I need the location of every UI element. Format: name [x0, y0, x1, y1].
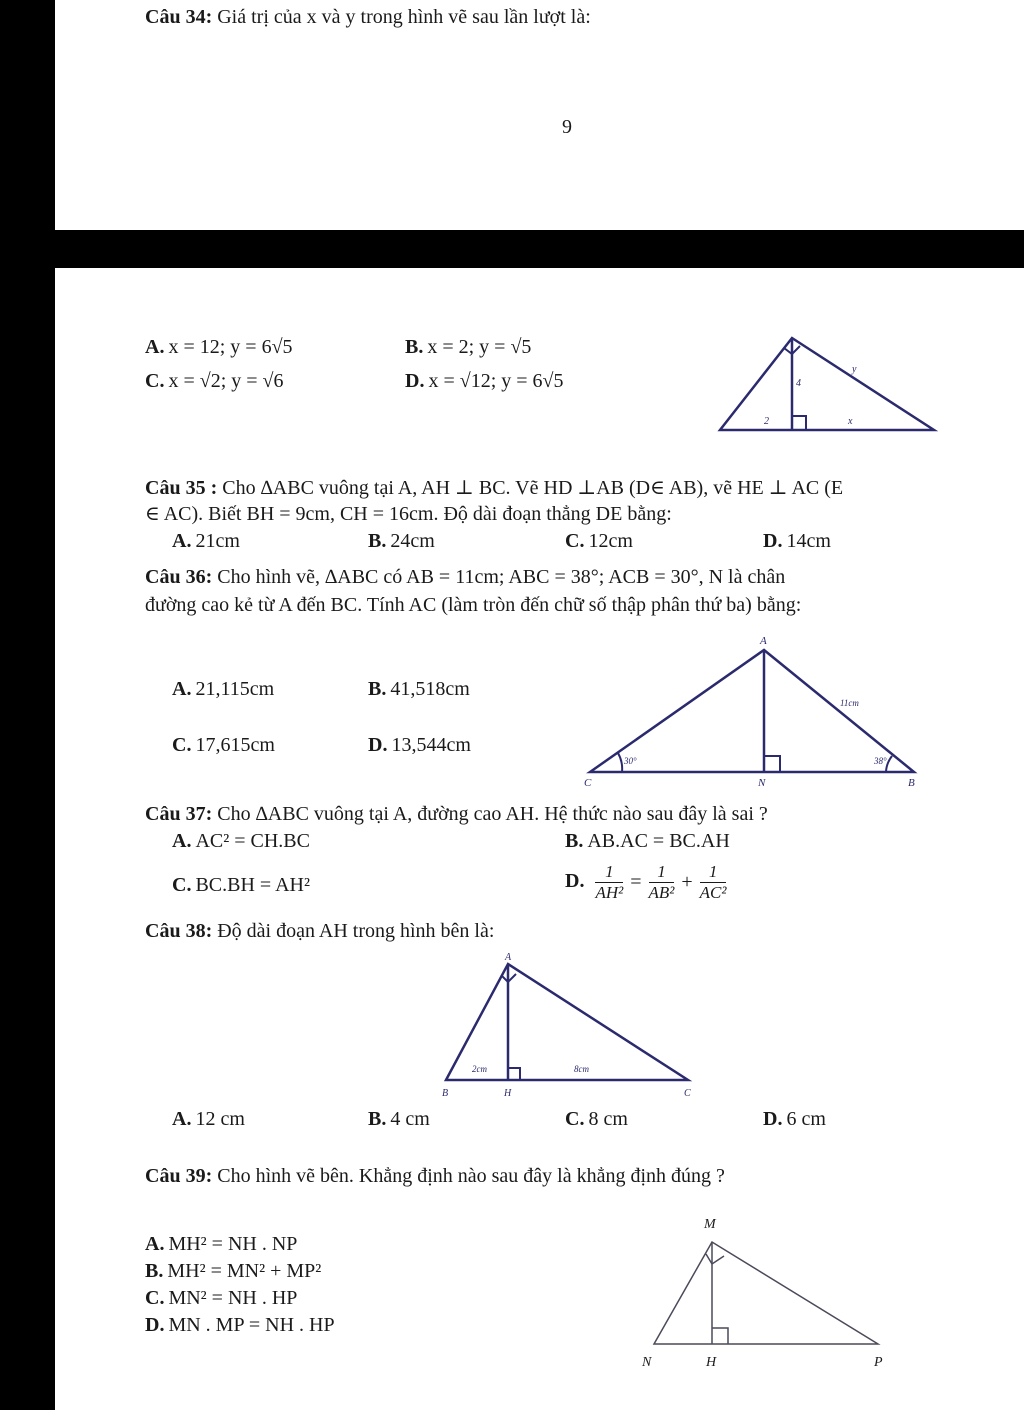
q37-option-d: D. $\frac{1}{\text{AH²}}$ = $\frac{1}{\text{AB²}}$ + $\frac{1}{\text{AC²}}$ — [565, 862, 727, 902]
q35-statement-line2: ∈ AC). Biết BH = 9cm, CH = 16cm. Độ dài đoạn thẳng DE bằng: — [145, 503, 672, 525]
q35-statement-line1 — [145, 475, 843, 500]
q38-label-hc: 8cm — [574, 1064, 589, 1074]
page-number: 9 — [562, 116, 572, 138]
q37-option-a: A. AC² = CH.BC — [172, 830, 310, 852]
q34-option-c: C. x = √2; y = √6 — [145, 370, 284, 392]
q38-figure — [436, 950, 698, 1102]
q36-label-angle-b: 38° — [874, 756, 887, 766]
q39-statement — [145, 1165, 725, 1188]
q38-option-a: A. 12 cm — [172, 1108, 245, 1130]
q36-figure — [578, 632, 928, 792]
q37-statement — [145, 803, 768, 826]
q35-text-1: Cho ∆ABC vuông tại A, AH ⊥ BC. Vẽ HD ⊥AB (D∈ AB), vẽ HE ⊥ AC (E — [222, 477, 844, 499]
q36-statement-line2: đường cao kẻ từ A đến BC. Tính AC (làm tròn đến chữ số thập phân thứ ba) bằng: — [145, 594, 802, 616]
q35-option-c: C. 12cm — [565, 530, 633, 552]
q38-label-b: B — [442, 1088, 449, 1099]
q37-d-frac-3: $\frac{1}{\text{AC²}}$ — [699, 862, 727, 902]
q38-text: Độ dài đoạn AH trong hình bên là: — [217, 920, 495, 942]
q36-label-n: N — [758, 777, 766, 789]
q35-option-a: A. 21cm — [172, 530, 240, 552]
q36-option-d: D. 13,544cm — [368, 734, 471, 756]
q38-label-h: H — [504, 1088, 512, 1099]
q38-statement — [145, 920, 494, 943]
q36-title: Câu 36: — [145, 566, 213, 588]
q36-option-a: A. 21,115cm — [172, 678, 275, 700]
left-black-border — [0, 0, 55, 1410]
q38-option-c: C. 8 cm — [565, 1108, 628, 1130]
q39-label-h: H — [706, 1355, 717, 1370]
q36-option-c: C. 17,615cm — [172, 734, 275, 756]
q39-option-d: D. MN . MP = NH . HP — [145, 1314, 335, 1336]
q34-label-4: 4 — [796, 378, 801, 389]
page-break-band — [0, 230, 1024, 268]
q36-option-b: B. 41,518cm — [368, 678, 470, 700]
q37-d-frac-1: $\frac{1}{\text{AH²}}$ — [595, 862, 624, 902]
q35-option-d: D. 14cm — [763, 530, 831, 552]
q34-statement — [145, 6, 591, 29]
q38-label-a: A — [505, 952, 512, 963]
q37-option-b: B. AB.AC = BC.AH — [565, 830, 730, 852]
q38-title: Câu 38: — [145, 920, 213, 942]
q39-text: Cho hình vẽ bên. Khẳng định nào sau đây là khẳng định đúng ? — [217, 1165, 725, 1187]
q38-option-d: D. 6 cm — [763, 1108, 826, 1130]
q39-figure — [630, 1208, 900, 1378]
q36-label-side: 11cm — [840, 698, 859, 708]
q34-option-d: D. x = √12; y = 6√5 — [405, 370, 564, 392]
q36-label-a: A — [760, 635, 767, 647]
q34-title: Câu 34: — [145, 6, 213, 28]
q39-option-a: A. MH² = NH . NP — [145, 1233, 298, 1255]
q38-label-c: C — [684, 1088, 691, 1099]
q34-label-y: y — [852, 364, 857, 375]
q34-figure — [712, 330, 942, 440]
q39-label-p: P — [874, 1355, 883, 1370]
q36-label-b: B — [908, 777, 915, 789]
q34-label-x: x — [848, 416, 853, 427]
q38-option-b: B. 4 cm — [368, 1108, 430, 1130]
q36-text-1: Cho hình vẽ, ∆ABC có AB = 11cm; ABC = 38°; ACB = 30°, N là chân — [217, 566, 786, 588]
q38-label-bh: 2cm — [472, 1064, 487, 1074]
q37-option-c: C. BC.BH = AH² — [172, 874, 310, 896]
q39-option-b: B. MH² = MN² + MP² — [145, 1260, 322, 1282]
q35-title: Câu 35 : — [145, 477, 218, 499]
q37-text: Cho ∆ABC vuông tại A, đường cao AH. Hệ thức nào sau đây là sai ? — [217, 803, 768, 825]
q35-option-b: B. 24cm — [368, 530, 435, 552]
q36-statement-line1 — [145, 566, 785, 589]
q34-text: Giá trị của x và y trong hình vẽ sau lần lượt là: — [217, 6, 591, 28]
q36-label-angle-c: 30° — [624, 756, 637, 766]
q37-title: Câu 37: — [145, 803, 213, 825]
q39-label-m: M — [704, 1217, 716, 1232]
q39-label-n: N — [642, 1355, 652, 1370]
q36-label-c: C — [584, 777, 592, 789]
q39-title: Câu 39: — [145, 1165, 213, 1187]
q34-label-2: 2 — [764, 416, 769, 427]
q39-option-c: C. MN² = NH . HP — [145, 1287, 298, 1309]
q34-option-a: A. x = 12; y = 6√5 — [145, 336, 293, 358]
q37-d-frac-2: $\frac{1}{\text{AB²}}$ — [648, 862, 675, 902]
q34-option-b: B. x = 2; y = √5 — [405, 336, 532, 358]
